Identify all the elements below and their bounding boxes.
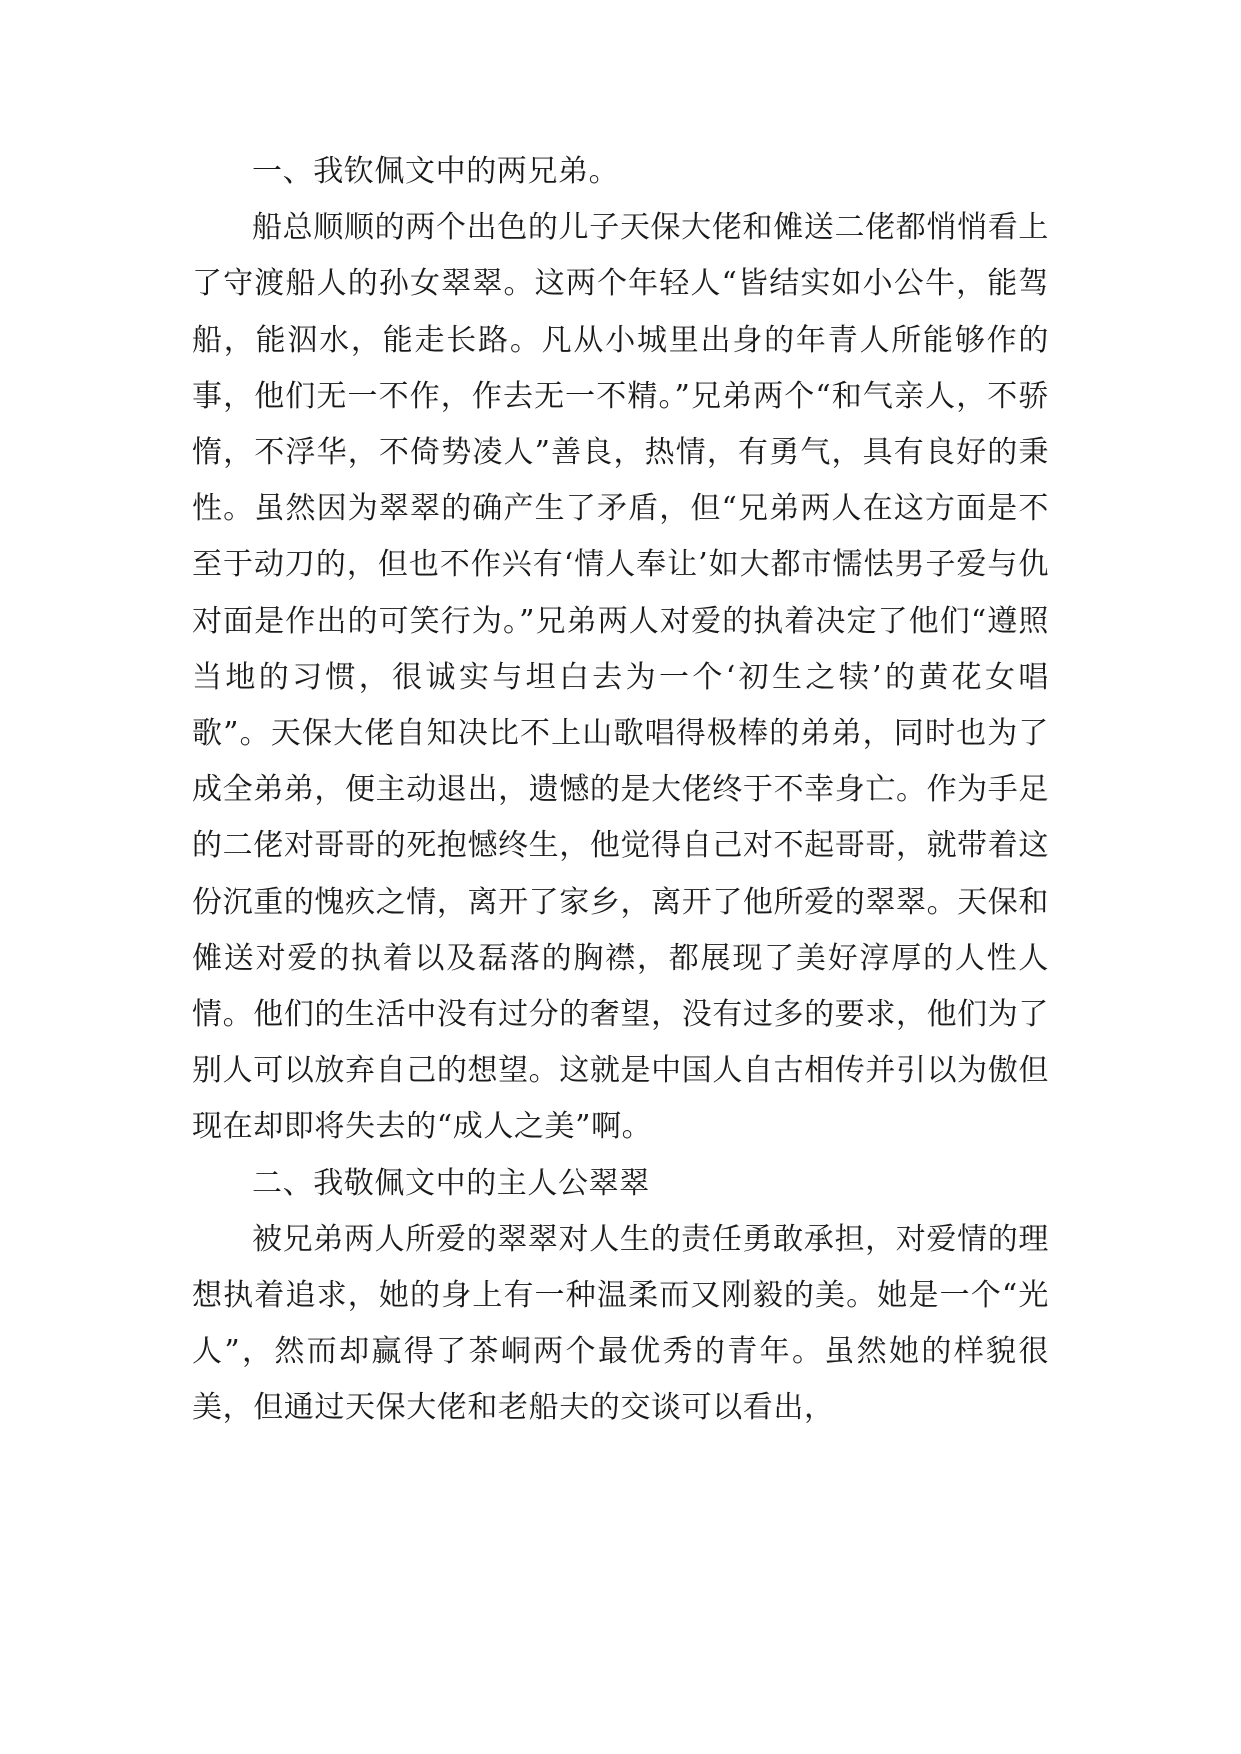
section-heading-2: 二、我敬佩文中的主人公翠翠 [252,1165,650,1201]
body-paragraph-1: 船总顺顺的两个出色的儿子天保大佬和傩送二佬都悄悄看上了守渡船人的孙女翠翠。这两个年轻人“皆结实如小公牛，能驾船，能泅水，能走长路。凡从小城里出身的年青人所能够作的事，他们无一不作，作去无一不精。”兄弟两个“和气亲人，不骄惰，不浮华，不倚势凌人”善良，热情，有勇气，具有良好的秉性。虽然因为翠翠的确产生了矛盾，但“兄弟两人在这方面是不至于动刀的，但也不作兴有‘情人奉让’如大都市懦怯男子爱与仇对面是作出的可笑行为。”兄弟两人对爱的执着决定了他们“遵照当地的习惯，很诚实与坦白去为一个‘初生之犊’的黄花女唱歌”。天保大佬自知决比不上山歌唱得极棒的弟弟，同时也为了成全弟弟，便主动退出，遗憾的是大佬终于不幸身亡。作为手足的二佬对哥哥的死抱憾终生，他觉得自己对不起哥哥，就带着这份沉重的愧疚之情，离开了家乡，离开了他所爱的翠翠。天保和傩送对爱的执着以及磊落的胸襟，都展现了美好淳厚的人性人情。他们的生活中没有过分的奢望，没有过多的要求，他们为了别人可以放弃自己的想望。这就是中国人自古相传并引以为傲但现在却即将失去的“成人之美”啊。 [192,210,1049,1145]
document-body [192,144,1049,1437]
body-paragraph-2: 被兄弟两人所爱的翠翠对人生的责任勇敢承担，对爱情的理想执着追求，她的身上有一种温柔而又刚毅的美。她是一个“光人”，然而却赢得了茶峒两个最优秀的青年。虽然她的样貌很美，但通过天保大佬和老船夫的交谈可以看出， [192,1221,1049,1426]
section-heading-1: 一、我钦佩文中的两兄弟。 [252,154,620,189]
